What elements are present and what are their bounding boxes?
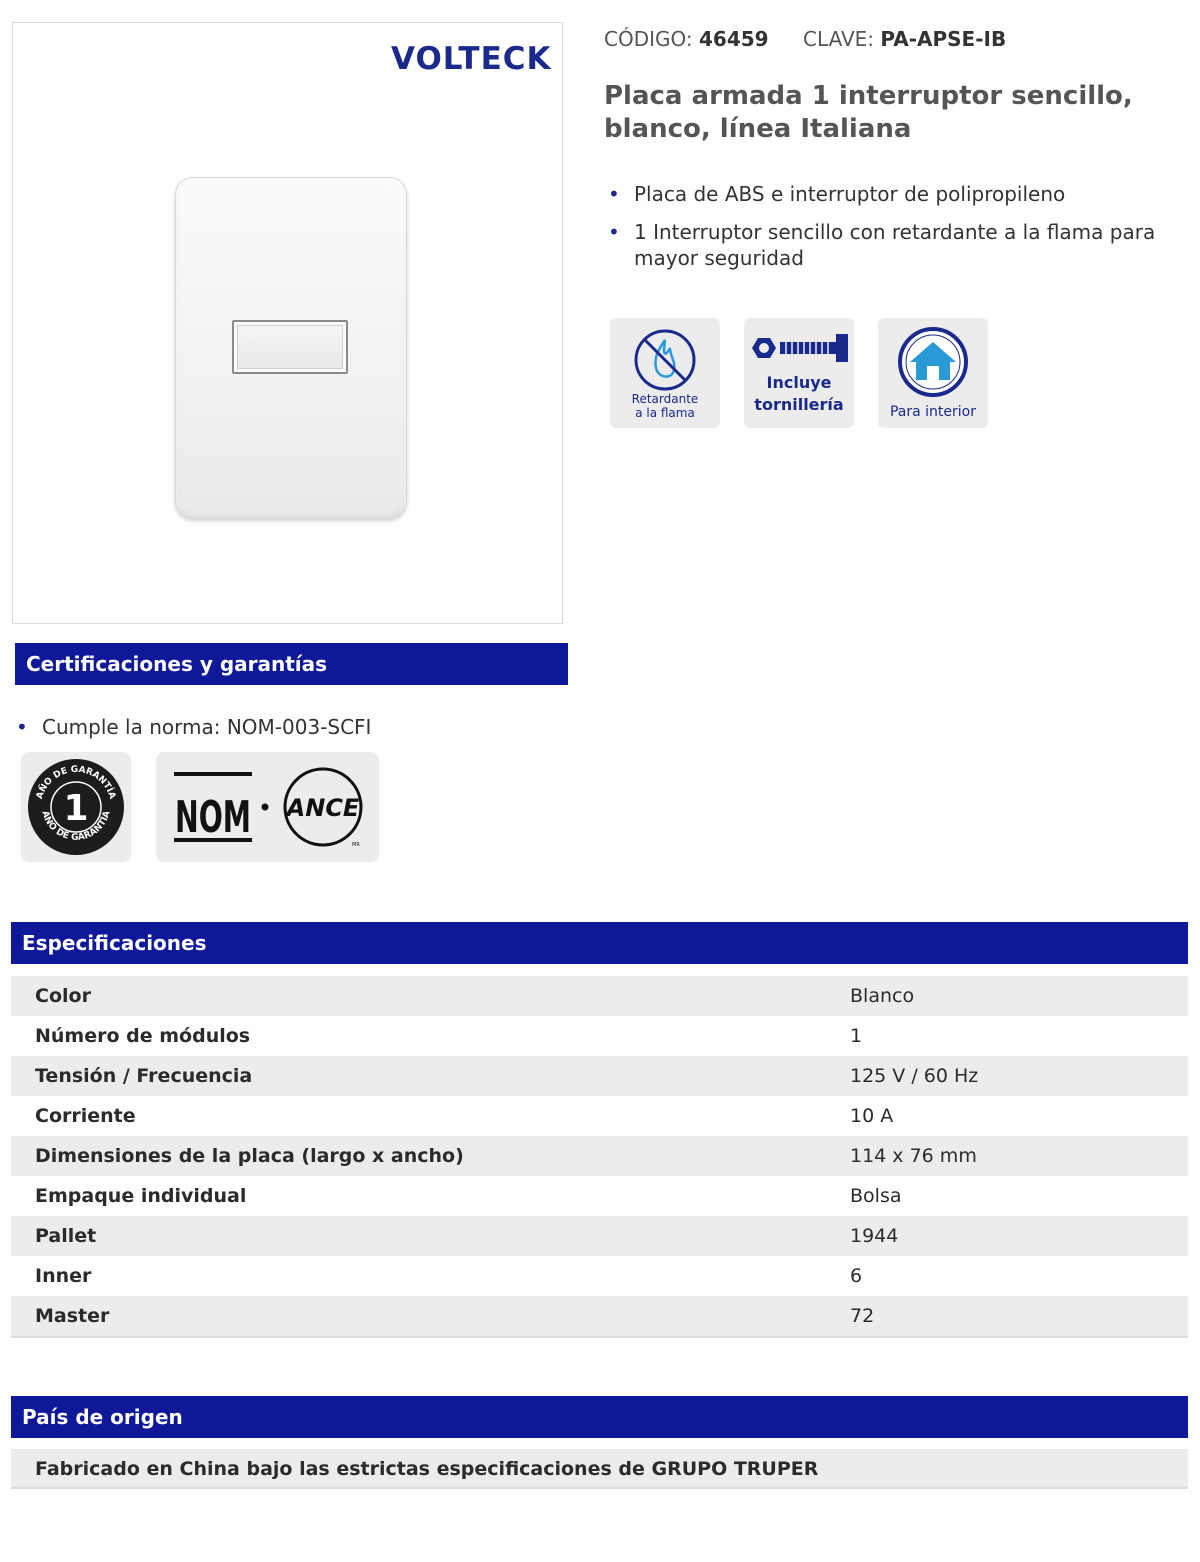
spec-label: Corriente (11, 1096, 850, 1136)
warranty-badge (21, 752, 131, 862)
certification-list (12, 714, 552, 740)
nom-mark: NOM (175, 792, 251, 843)
table-row (11, 1216, 1188, 1256)
nom-ance-badge (156, 752, 379, 862)
spec-value: 72 (850, 1296, 1188, 1337)
spec-label: Empaque individual (11, 1176, 850, 1216)
feature-badge-label (610, 392, 720, 420)
feature-badge-label-line: a la flama (635, 406, 695, 420)
spec-value: 10 A (850, 1096, 1188, 1136)
spec-label: Dimensiones de la placa (largo x ancho) (11, 1136, 850, 1176)
table-row (11, 1176, 1188, 1216)
product-code-value: 46459 (699, 27, 769, 51)
feature-badge-flame-retardant (610, 318, 720, 428)
spec-value: 1 (850, 1016, 1188, 1056)
feature-badge-indoor (878, 318, 988, 428)
feature-badge-label: Para interior (889, 404, 976, 420)
table-row (11, 1016, 1188, 1056)
product-code-label: CÓDIGO: (604, 27, 693, 51)
spec-value: Blanco (850, 976, 1188, 1016)
ance-registered-mark: MR (352, 842, 360, 848)
spec-label: Número de módulos (11, 1016, 850, 1056)
spec-value: 114 x 76 mm (850, 1136, 1188, 1176)
section-header-specifications: Especificaciones (11, 922, 1188, 964)
table-row (11, 1296, 1188, 1337)
table-row (11, 1096, 1188, 1136)
nom-ance-logo (156, 752, 379, 862)
table-row (11, 1056, 1188, 1096)
spec-label: Tensión / Frecuencia (11, 1056, 850, 1096)
spec-value: 125 V / 60 Hz (850, 1056, 1188, 1096)
ance-mark: ANCE (286, 794, 360, 822)
feature-list (604, 181, 1174, 283)
product-key-label: CLAVE: (803, 27, 875, 51)
feature-item: • 1 Interruptor sencillo con retardante a la flama para mayor seguridad (604, 219, 1174, 271)
table-row (11, 1136, 1188, 1176)
feature-badge-screws (744, 318, 854, 428)
feature-badge-label (744, 372, 854, 416)
spec-value: 1944 (850, 1216, 1188, 1256)
feature-item: • Placa de ABS e interruptor de polipropileno (604, 181, 1174, 207)
spec-label: Inner (11, 1256, 850, 1296)
product-image-panel (12, 22, 563, 624)
warranty-seal-icon (21, 752, 131, 862)
product-key-value: PA-APSE-IB (880, 27, 1007, 51)
brand-logo: VOLTECK (391, 41, 552, 77)
section-header-origin: País de origen (11, 1396, 1188, 1438)
feature-badge-label-line: Retardante (631, 392, 699, 406)
switch-rocker (232, 320, 348, 374)
spec-label: Master (11, 1296, 850, 1337)
spec-value: 6 (850, 1256, 1188, 1296)
table-row (11, 976, 1188, 1016)
product-image-wall-plate (175, 177, 407, 519)
specifications-table (11, 976, 1188, 1338)
feature-badge-label-line: Incluye (766, 373, 832, 392)
feature-badge-label-line: tornillería (754, 395, 844, 414)
product-key (803, 27, 1006, 51)
section-header-certifications: Certificaciones y garantías (15, 643, 568, 685)
product-title: Placa armada 1 interruptor sencillo, blanco, línea Italiana (604, 81, 1133, 144)
certification-item: • Cumple la norma: NOM-003-SCFI (12, 714, 552, 740)
origin-text: Fabricado en China bajo las estrictas especificaciones de GRUPO TRUPER (11, 1449, 1188, 1489)
warranty-arc-text-bottom: AÑO DE GARANTÍA (39, 809, 113, 843)
warranty-number: 1 (63, 788, 89, 829)
warranty-arc-text-top: AÑO DE GARANTÍA (35, 764, 117, 801)
product-code (604, 27, 769, 51)
spec-label: Color (11, 976, 850, 1016)
spec-label: Pallet (11, 1216, 850, 1256)
table-row (11, 1256, 1188, 1296)
spec-value: Bolsa (850, 1176, 1188, 1216)
